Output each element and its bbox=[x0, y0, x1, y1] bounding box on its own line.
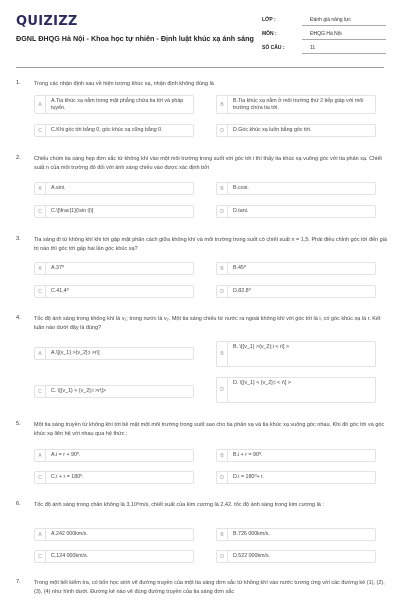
question-number: 2. bbox=[16, 155, 21, 161]
question-5 bbox=[16, 421, 388, 441]
question-number: 5. bbox=[16, 421, 21, 427]
worksheet-header bbox=[0, 0, 400, 62]
option-6a[interactable]: A A.242 000km/s. bbox=[34, 528, 194, 541]
question-7 bbox=[16, 579, 388, 599]
question-number: 1. bbox=[16, 80, 21, 86]
question-number: 7. bbox=[16, 579, 21, 585]
question-text: Tia sáng đi từ không khí khi tới gặp mặt phân cách giữa không khí và môi trường trong suốt có chiết suất n = 1,5. Phải điều chỉnh góc tới đến giá trị nào thì góc tới gấp hai lần góc khúc xạ? bbox=[34, 237, 387, 252]
meta-row-subject bbox=[262, 27, 386, 41]
option-1d[interactable]: D D.Góc khúc xạ luôn bằng góc tới. bbox=[216, 124, 376, 137]
question-number: 3. bbox=[16, 236, 21, 242]
option-4b[interactable]: B B. \[{v_1} >{v_2};i < r\] > bbox=[216, 341, 376, 367]
header-divider bbox=[16, 67, 384, 68]
option-2b[interactable]: B B.cosi. bbox=[216, 182, 376, 195]
meta-key: LỚP : bbox=[262, 17, 276, 23]
question-number: 4. bbox=[16, 315, 21, 321]
question-text: Tốc độ ánh sáng trong chân không là 3.10⁸m/s, chiết suất của kim cương là 2,42. tốc độ ánh sáng trong kim cương là : bbox=[34, 502, 324, 508]
option-4a[interactable]: A A.\[{v_1} >{v_2};i >r\] bbox=[34, 347, 194, 360]
option-4d[interactable]: D D. \[{v_1} < {v_2};i < r\] > bbox=[216, 377, 376, 403]
question-text: Tốc độ ánh sáng trong không khí là v₁; trong nước là v₂. Một tia sáng chiếu từ nước ra ngoài không khí với góc tới là i, có góc khúc xạ là r. Kết luận nào dưới đây là đúng? bbox=[34, 316, 381, 331]
option-6b[interactable]: B B.726 000km/s. bbox=[216, 528, 376, 541]
meta-row-class bbox=[262, 13, 386, 27]
option-3a[interactable]: A A.37⁰ bbox=[34, 262, 194, 275]
option-3d[interactable]: D D.82.8⁰ bbox=[216, 285, 376, 298]
question-4 bbox=[16, 315, 388, 335]
option-1a[interactable]: A A.Tia khúc xạ nằm trong mặt phẳng chứa tia tới và pháp tuyến. bbox=[34, 95, 194, 114]
question-text: Chiếu chùm tia sáng hẹp đơn sắc từ không khí vào một môi trường trong suốt với góc tới i thì thấy tia khúc xạ vuông góc với tia phản xạ. Chiết suất n của môi trường đó đối với ánh sáng chiếu vào được xác định bởi bbox=[34, 156, 382, 171]
option-3c[interactable]: C C.41,4⁰ bbox=[34, 285, 194, 298]
meta-key: SỐ CÂU : bbox=[262, 45, 285, 51]
option-5c[interactable]: C C.i + r = 180⁰. bbox=[34, 471, 194, 484]
question-text: Trong các nhận định sau về hiện tượng khúc xạ, nhận định không đúng là bbox=[34, 81, 214, 87]
question-number: 6. bbox=[16, 501, 21, 507]
meta-key: MÔN : bbox=[262, 31, 277, 37]
question-3 bbox=[16, 236, 388, 256]
meta-value: ĐHQG Hà Nội bbox=[302, 29, 386, 40]
question-text: Một tia sáng truyền từ không khí tới bề mặt một môi trường trong suốt sao cho tia phản xạ và tia khúc xạ vuông góc nhau. Khi đó góc tới và góc khúc xạ liên hệ với nhau qua hệ thức : bbox=[34, 422, 385, 437]
option-5d[interactable]: D D.i = 180⁰+ r. bbox=[216, 471, 376, 484]
worksheet-meta bbox=[262, 13, 386, 55]
worksheet-title: ĐGNL ĐHQG Hà Nội - Khoa học tự nhiên - Định luật khúc xạ ánh sáng bbox=[16, 34, 254, 43]
quizizz-logo: QUIZIZZ bbox=[16, 14, 78, 29]
option-5a[interactable]: A A.i = r + 90⁰. bbox=[34, 449, 194, 462]
option-6c[interactable]: C C.124 000km/s. bbox=[34, 550, 194, 563]
option-1c[interactable]: C C.Khi góc tới bằng 0, góc khúc xạ cũng bằng 0. bbox=[34, 124, 194, 137]
meta-value: Đánh giá năng lực bbox=[302, 15, 386, 26]
option-3b[interactable]: B B.45⁰ bbox=[216, 262, 376, 275]
option-2d[interactable]: D D.tani. bbox=[216, 205, 376, 218]
question-2 bbox=[16, 155, 388, 175]
meta-row-count bbox=[262, 41, 386, 55]
meta-value: 11 bbox=[302, 43, 386, 54]
option-2c[interactable]: C C.\[\frac{1}{\sin i}\] bbox=[34, 205, 194, 218]
question-6 bbox=[16, 501, 388, 521]
option-6d[interactable]: D D.522 000km/s. bbox=[216, 550, 376, 563]
option-5b[interactable]: B B.i + r = 90⁰. bbox=[216, 449, 376, 462]
option-2a[interactable]: A A.sini. bbox=[34, 182, 194, 195]
question-text: Trong một tiết kiểm tra, có bốn học sinh vẽ đường truyền của một tia sáng đơn sắc từ không khí vào nước tương ứng với các đường kẻ (1), (2), (3), (4) như hình dưới. Đường kẻ nào vẽ đúng đường truyền của tia sáng đơn sắc bbox=[34, 580, 385, 595]
option-1b[interactable]: B B.Tia khúc xạ nằm ở môi trường thứ 2 tiếp giáp với môi trường chứa tia tới. bbox=[216, 95, 376, 114]
option-4c[interactable]: C C. \[{v_1} < {v_2};i >r\]> bbox=[34, 385, 194, 398]
